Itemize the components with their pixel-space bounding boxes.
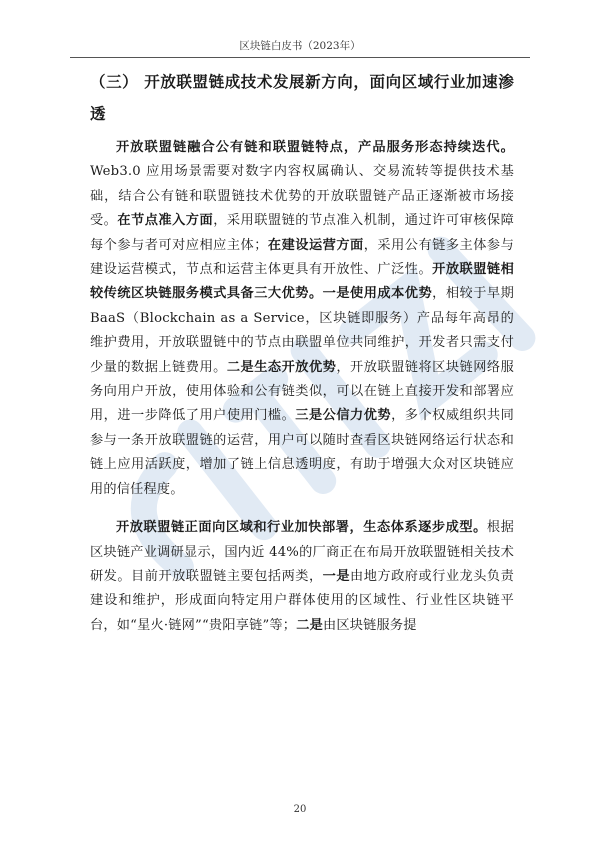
paragraph-text: 由区块链服务提: [322, 617, 417, 633]
body-paragraph: [90, 136, 514, 502]
body-paragraph: [90, 516, 514, 638]
emphasis-text: 开放联盟链相较传统区块链服务模式具备三大优势。一是使用成本优势: [90, 262, 514, 302]
emphasis-text: 开放联盟链融合公有链和联盟链特点，产品服务形态持续迭代。: [116, 140, 514, 155]
paragraph-text: ，开放联盟链将区块链网络服务向用户开放，使用体验和公有链类似，可以在链上直接开发和部署应用，进一步降低了用户使用门槛。: [90, 359, 514, 424]
paragraph-text: ，相较于早期 BaaS（Blockchain as a Service，区块链即服务）产品每年高昂的维护费用，开放联盟链中的节点由联盟单位共同维护，开发者只需支付少量的数据上链费用。: [90, 286, 514, 375]
paragraph-text: Web3.0 应用场景需要对数字内容权属确认、交易流转等提供技术基础，结合公有链和联盟链技术优势的开放联盟链产品正逐渐被市场接受。: [90, 164, 514, 229]
emphasis-text: 开放联盟链正面向区域和行业加快部署，生态体系逐步成型。: [116, 520, 487, 536]
document-body: [90, 66, 514, 652]
paragraph-text: ，采用公有链多主体参与建设运营模式，节点和运营主体更具有开放性、广泛性。: [90, 237, 514, 278]
paragraph-text: ，采用联盟链的节点准入机制，通过许可审核保障每个参与者可对应相应主体；: [90, 213, 514, 253]
paragraphs: [90, 136, 514, 638]
paragraph-text: 由地方政府或行业龙头负责建设和维护，形成面向特定用户群体使用的区域性、行业性区块链平台，如“星火·链网”“贵阳享链”等；: [90, 568, 514, 633]
emphasis-text: 二是: [296, 617, 323, 633]
paragraph-text: 根据区块链产业调研显示，国内近 44%的厂商正在布局开放联盟链相关技术研发。目前开放联盟链主要包括两类，: [90, 520, 514, 584]
emphasis-text: 一是: [322, 568, 351, 584]
section-heading: （三） 开放联盟链成技术发展新方向，面向区域行业加速渗透: [90, 73, 514, 123]
emphasis-text: 二是生态开放优势: [226, 359, 337, 375]
page-header: 区块链白皮书（2023年）: [70, 38, 530, 58]
emphasis-text: 在节点准入方面: [117, 213, 214, 229]
paragraph-text: ，多个权威组织共同参与一条开放联盟链的运营，用户可以随时查看区块链网络运行状态和链上应用活跃度，增加了链上信息透明度，有助于增强大众对区块链应用的信任程度。: [90, 408, 514, 497]
emphasis-text: 在建设运营方面: [267, 237, 364, 253]
emphasis-text: 三是公信力优势: [295, 408, 392, 424]
page-number: 20: [293, 804, 307, 815]
